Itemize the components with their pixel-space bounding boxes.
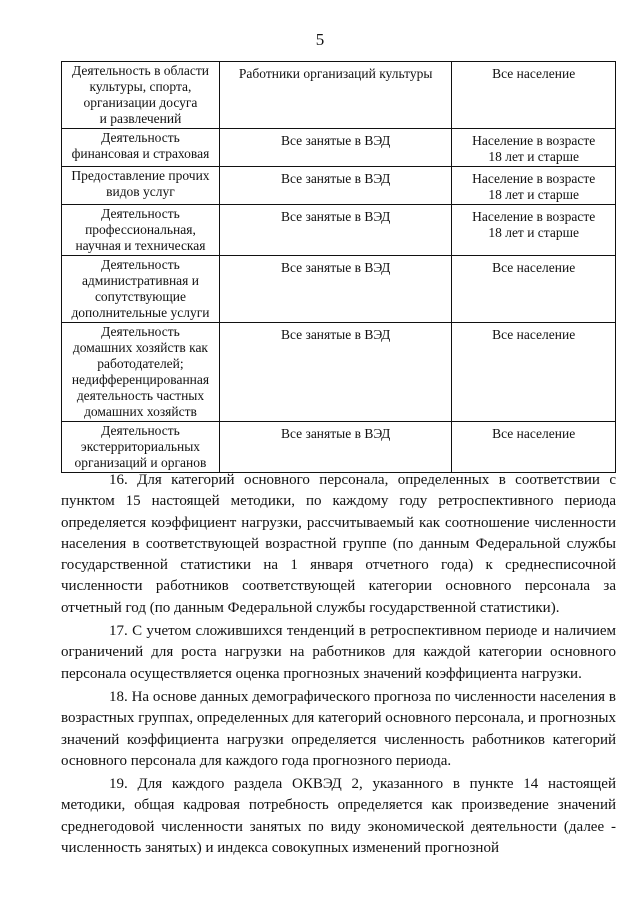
cell-text-line: финансовая и страховая — [71, 146, 210, 161]
cell-text-line: работодателей; — [97, 356, 184, 371]
cell-text-line: Население в возрасте — [472, 133, 596, 148]
table-row — [62, 167, 616, 205]
staffing-table — [61, 61, 616, 473]
body-text — [61, 470, 616, 859]
cell-text-line: деятельность частных — [76, 388, 205, 403]
cell-text-line: 18 лет и старше — [488, 149, 579, 164]
population-cell — [452, 205, 616, 256]
cell-text-line: Предоставление прочих — [71, 168, 210, 183]
cell-text-line: дополнительные услуги — [71, 305, 210, 320]
cell-text-line: организаций и органов — [74, 455, 207, 470]
workers-cell — [219, 422, 451, 473]
activity-cell — [62, 422, 220, 473]
paragraph-16: 16. Для категорий основного персонала, определенных в соответствии с пунктом 15 настоящей методики, по каждому году ретроспективного периода определяется коэффициент нагрузки, рассчитываемый как соотношение численности населения в соответствующей возрастной группе (по данным Федеральной службы государственной статистики на 1 января отчетного года) к среднесписочной численности работников соответствующей категории основного персонала за отчетный год (по данным Федеральной службы государственной статистики). — [61, 472, 616, 616]
table-row — [62, 422, 616, 473]
cell-text-line: Население в возрасте — [472, 209, 596, 224]
cell-text-line: Деятельность — [101, 130, 180, 145]
cell-text-line: домашних хозяйств как — [72, 340, 208, 355]
cell-text-line: Деятельность — [101, 324, 180, 339]
activity-cell — [62, 323, 220, 422]
cell-text-line: культуры, спорта, — [89, 79, 192, 94]
population-cell — [452, 62, 616, 129]
cell-text-line: Работники организаций культуры — [238, 66, 433, 81]
table-row — [62, 129, 616, 167]
cell-text-line: Все занятые в ВЭД — [280, 209, 391, 224]
paragraph-18: 18. На основе данных демографического прогноза по численности населения в возрастных группах, определенных для категорий основного персонала, и прогнозных значений коэффициента нагрузки определяется численность работников категорий основного персонала для каждого года прогнозного периода. — [61, 688, 616, 769]
cell-text-line: Деятельность — [101, 257, 180, 272]
workers-cell — [219, 129, 451, 167]
workers-cell — [219, 167, 451, 205]
paragraph-19: 19. Для каждого раздела ОКВЭД 2, указанного в пункте 14 настоящей методики, общая кадровая потребность определяется как произведение значений среднегодовой численности занятых по виду экономической деятельности (далее - численность занятых) и индекса совокупных изменений прогнозной — [61, 776, 616, 857]
cell-text-line: 18 лет и старше — [488, 225, 579, 240]
table-row — [62, 323, 616, 422]
cell-text-line: домашних хозяйств — [84, 404, 197, 419]
population-cell — [452, 422, 616, 473]
cell-text-line: Все занятые в ВЭД — [280, 133, 391, 148]
population-cell — [452, 323, 616, 422]
cell-text-line: сопутствующие — [94, 289, 186, 304]
activity-cell — [62, 205, 220, 256]
activity-cell — [62, 256, 220, 323]
cell-text-line: административная и — [81, 273, 199, 288]
paragraph-17: 17. С учетом сложившихся тенденций в ретроспективном периоде и наличием ограничений для роста нагрузки на работников для каждой категории основного персонала осуществляется оценка прогнозных значений коэффициента нагрузки. — [61, 623, 616, 682]
population-cell — [452, 167, 616, 205]
cell-text-line: Деятельность в области — [71, 63, 209, 78]
cell-text-line: Деятельность — [101, 423, 180, 438]
cell-text-line: Все занятые в ВЭД — [280, 171, 391, 186]
cell-text-line: Население в возрасте — [472, 171, 596, 186]
cell-text-line: Все занятые в ВЭД — [280, 426, 391, 441]
workers-cell — [219, 62, 451, 129]
population-cell — [452, 256, 616, 323]
table-body — [62, 62, 616, 473]
table-row — [62, 62, 616, 129]
cell-text-line: Все население — [492, 426, 576, 441]
cell-text-line: и развлечений — [99, 111, 182, 126]
table-row — [62, 256, 616, 323]
activity-cell — [62, 129, 220, 167]
cell-text-line: Все население — [492, 327, 576, 342]
workers-cell — [219, 256, 451, 323]
cell-text-line: видов услуг — [106, 184, 175, 199]
table-row — [62, 205, 616, 256]
page-number: 5 — [315, 30, 325, 49]
workers-cell — [219, 205, 451, 256]
cell-text-line: Все занятые в ВЭД — [280, 327, 391, 342]
cell-text-line: Все занятые в ВЭД — [280, 260, 391, 275]
population-cell — [452, 129, 616, 167]
workers-cell — [219, 323, 451, 422]
cell-text-line: профессиональная, — [85, 222, 196, 237]
cell-text-line: Все население — [492, 260, 576, 275]
activity-cell — [62, 62, 220, 129]
cell-text-line: недифференцированная — [71, 372, 210, 387]
cell-text-line: 18 лет и старше — [488, 187, 579, 202]
cell-text-line: Все население — [492, 66, 576, 81]
activity-cell — [62, 167, 220, 205]
cell-text-line: Деятельность — [101, 206, 180, 221]
cell-text-line: организации досуга — [83, 95, 198, 110]
cell-text-line: экстерриториальных — [80, 439, 201, 454]
cell-text-line: научная и техническая — [75, 238, 206, 253]
